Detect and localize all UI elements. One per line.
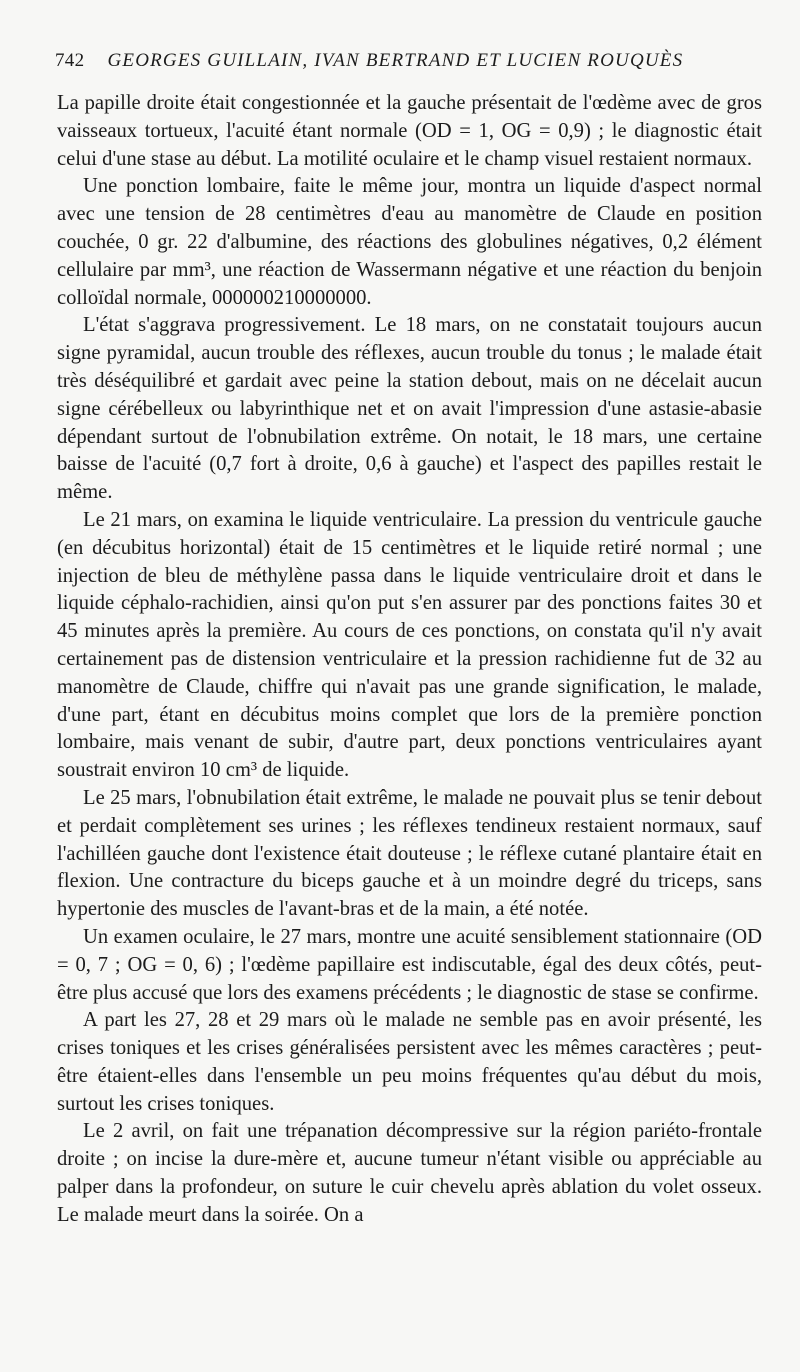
- body-text: [57, 90, 762, 1230]
- paragraph-3: L'état s'aggrava progressivement. Le 18 mars, on ne constatait toujours aucun signe pyramidal, aucun trouble des réflexes, aucun trouble du tonus ; le malade était très déséquilibré et gardait avec peine la station debout, mais on ne décelait aucun signe cérébelleux ou labyrinthique net et on avait l'impression d'une astasie-abasie dépendant surtout de l'obnubilation extrême. On notait, le 18 mars, une certaine baisse de l'acuité (0,7 fort à droite, 0,6 à gauche) et l'aspect des papilles restait le même.: [57, 314, 762, 504]
- paragraph-5: Le 25 mars, l'obnubilation était extrême, le malade ne pouvait plus se tenir debout et perdait complètement ses urines ; les réflexes tendineux restaient normaux, sauf l'achilléen gauche dont l'existence était douteuse ; le réflexe cutané plantaire était en flexion. Une contracture du biceps gauche et à un moindre degré du triceps, sans hypertonie des muscles de l'avant-bras et de la main, a été notée.: [57, 786, 762, 921]
- paragraph-8: Le 2 avril, on fait une trépanation décompressive sur la région pariéto-frontale droite ; on incise la dure-mère et, aucune tumeur n'étant visible ou appréciable au palper dans la profondeur, on suture le cuir chevelu après ablation du volet osseux. Le malade meurt dans la soirée. On a: [57, 1120, 762, 1226]
- paragraph-2: Une ponction lombaire, faite le même jour, montra un liquide d'aspect normal avec une tension de 28 centimètres d'eau au manomètre de Claude en position couchée, 0 gr. 22 d'albumine, des réactions des globulines négatives, 0,2 élément cellulaire par mm³, une réaction de Wassermann négative et une réaction du benjoin colloïdal normale, 000000210000000.: [57, 175, 762, 309]
- paragraph-6: Un examen oculaire, le 27 mars, montre une acuité sensiblement stationnaire (OD = 0, 7 ; OG = 0, 6) ; l'œdème papillaire est indiscutable, égal des deux côtés, peut-être plus accusé que lors des examens précédents ; le diagnostic de stase se confirme.: [57, 925, 762, 1004]
- paragraph-7: A part les 27, 28 et 29 mars où le malade ne semble pas en avoir présenté, les crises toniques et les crises généralisées persistent avec les mêmes caractères ; peut-être étaient-elles dans l'ensemble un peu moins fréquentes qu'au début du mois, surtout les crises toniques.: [57, 1009, 762, 1115]
- running-header: [55, 50, 745, 72]
- page-number: 742: [55, 50, 85, 71]
- paragraph-1: La papille droite était congestionnée et la gauche présentait de l'œdème avec de gros vaisseaux tortueux, l'acuité étant normale (OD = 1, OG = 0,9) ; le diagnostic était celui d'une stase au début. La motilité oculaire et le champ visuel restaient normaux.: [57, 92, 762, 170]
- paragraph-4: Le 21 mars, on examina le liquide ventriculaire. La pression du ventricule gauche (en décubitus horizontal) était de 15 centimètres et le liquide retiré normal ; une injection de bleu de méthylène passa dans le liquide ventriculaire droit et dans le liquide céphalo-rachidien, ainsi qu'on put s'en assurer par des ponctions faites 30 et 45 minutes après la première. Au cours de ces ponctions, on constata qu'il n'y avait certainement pas de distension ventriculaire et la pression rachidienne fut de 32 au manomètre de Claude, chiffre qui n'avait pas une grande signification, le malade, d'une part, étant en décubitus moins complet que lors de la première ponction lombaire, mais venant de subir, d'autre part, deux ponctions ventriculaires ayant soustrait environ 10 cm³ de liquide.: [57, 508, 762, 782]
- running-header-authors: GEORGES GUILLAIN, IVAN BERTRAND ET LUCIEN ROUQUÈS: [107, 50, 684, 71]
